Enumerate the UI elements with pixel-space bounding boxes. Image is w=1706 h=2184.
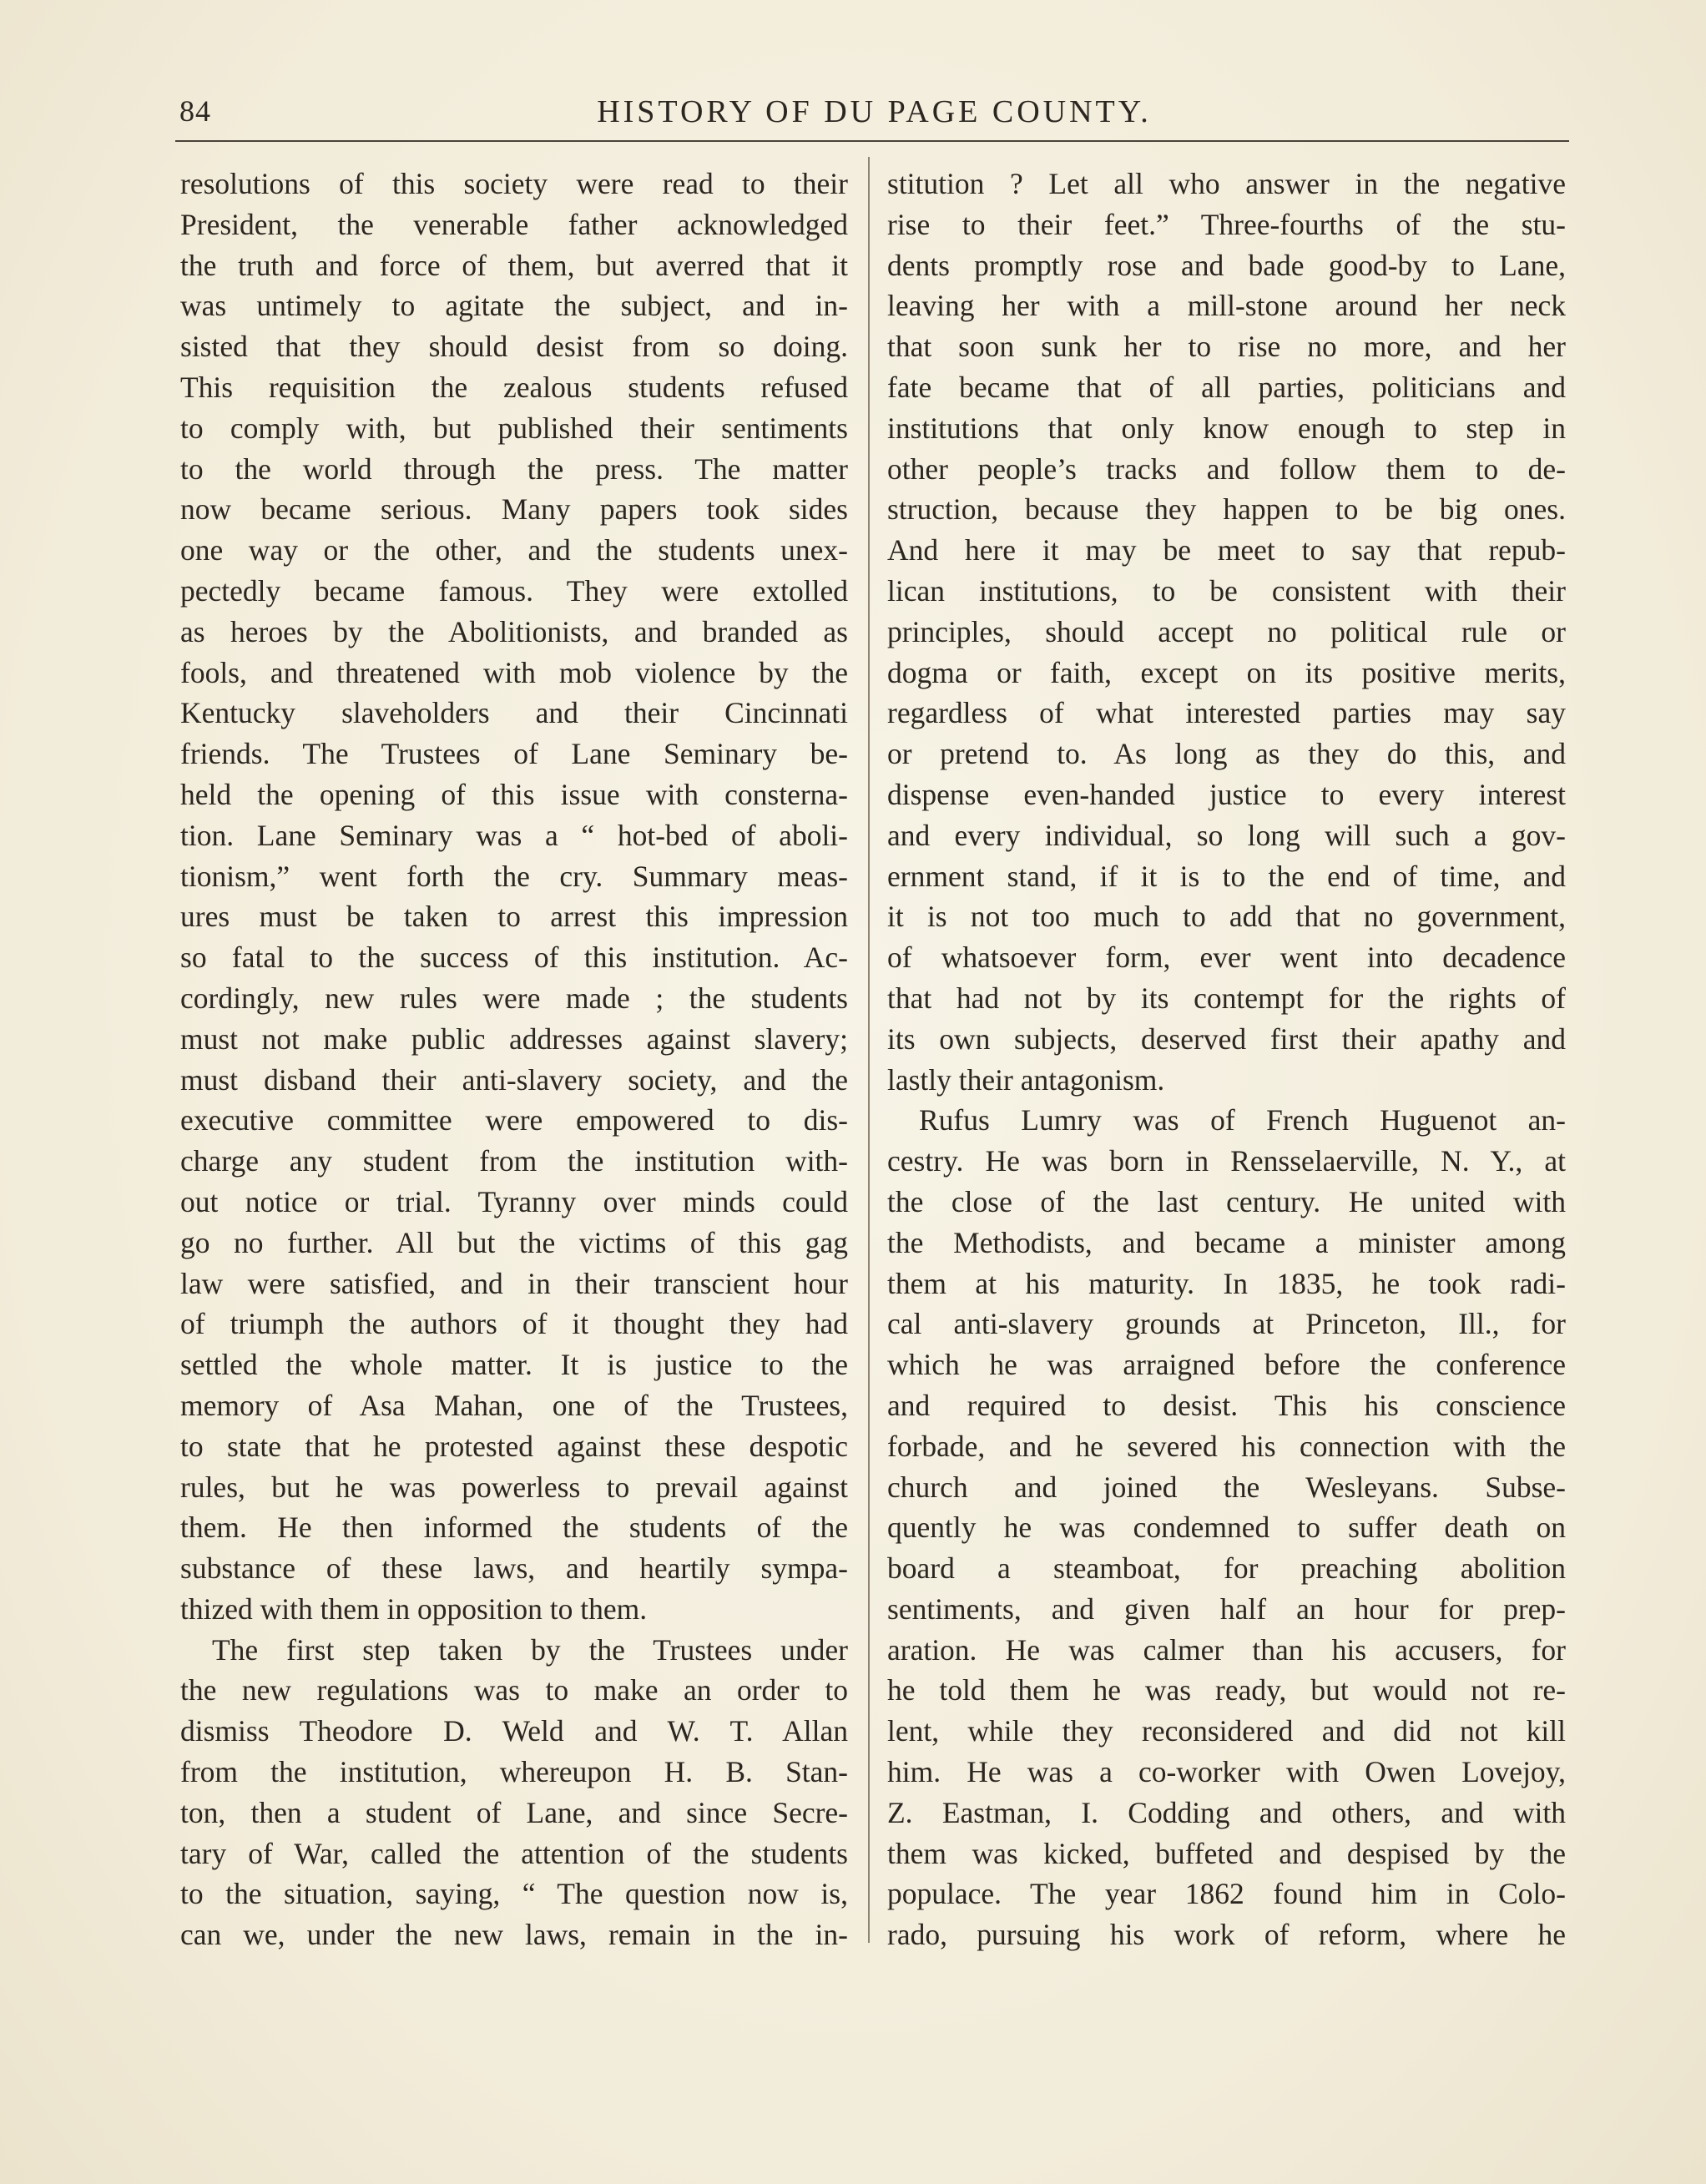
text-line: so fatal to the success of this institution. Ac- xyxy=(180,941,848,975)
text-line: out notice or trial. Tyranny over minds could xyxy=(180,1184,848,1218)
left-column xyxy=(180,164,848,1955)
text-line: him. He was a co-worker with Owen Lovejoy, xyxy=(887,1755,1566,1789)
text-line: held the opening of this issue with consterna- xyxy=(180,777,848,811)
text-line: executive committee were empowered to dis- xyxy=(180,1103,848,1137)
text-line: memory of Asa Mahan, one of the Trustees, xyxy=(180,1388,848,1422)
header-rule xyxy=(175,140,1569,142)
text-line: sentiments, and given half an hour for prep- xyxy=(887,1591,1566,1626)
text-line: them. He then informed the students of the xyxy=(180,1511,848,1545)
text-line: The first step taken by the Trustees under xyxy=(212,1632,848,1667)
text-line: which he was arraigned before the conference xyxy=(887,1348,1566,1382)
text-line: Z. Eastman, I. Codding and others, and with xyxy=(887,1795,1566,1829)
text-line: rise to their feet.” Three-fourths of the stu- xyxy=(887,207,1566,241)
text-line: This requisition the zealous students refused xyxy=(180,370,848,404)
text-line: President, the venerable father acknowledged xyxy=(180,207,848,241)
text-line: Kentucky slaveholders and their Cincinnati xyxy=(180,696,848,730)
text-line: other people’s tracks and follow them to de- xyxy=(887,451,1566,486)
text-line: ton, then a student of Lane, and since Secre- xyxy=(180,1795,848,1829)
text-line: to the situation, saying, “ The question now is, xyxy=(180,1877,848,1911)
text-line: to the world through the press. The matter xyxy=(180,451,848,486)
text-line: go no further. All but the victims of this gag xyxy=(180,1225,848,1259)
text-line: must disband their anti-slavery society, and the xyxy=(180,1062,848,1097)
text-line: and required to desist. This his conscience xyxy=(887,1388,1566,1422)
text-line: populace. The year 1862 found him in Colo- xyxy=(887,1877,1566,1911)
text-line: aration. He was calmer than his accusers, for xyxy=(887,1632,1566,1667)
text-line: one way or the other, and the students unex- xyxy=(180,533,848,567)
text-line: the Methodists, and became a minister among xyxy=(887,1225,1566,1259)
text-line: cestry. He was born in Rensselaerville, N. Y., at xyxy=(887,1144,1566,1178)
text-line: settled the whole matter. It is justice to the xyxy=(180,1348,848,1382)
text-line: them at his maturity. In 1835, he took radi- xyxy=(887,1266,1566,1300)
right-column xyxy=(887,164,1566,1955)
text-line: fate became that of all parties, politicians and xyxy=(887,370,1566,404)
text-line: friends. The Trustees of Lane Seminary be- xyxy=(180,737,848,771)
text-line: fools, and threatened with mob violence by the xyxy=(180,655,848,689)
text-line: tion. Lane Seminary was a “ hot-bed of aboli- xyxy=(180,818,848,852)
text-line: rado, pursuing his work of reform, where he xyxy=(887,1918,1566,1952)
running-title: HISTORY OF DU PAGE COUNTY. xyxy=(597,94,1152,129)
page-header xyxy=(179,93,1569,144)
text-line: must not make public addresses against slavery; xyxy=(180,1021,848,1056)
text-line: principles, should accept no political rule or xyxy=(887,614,1566,648)
text-line: ernment stand, if it is to the end of time, and xyxy=(887,859,1566,893)
text-line: pectedly became famous. They were extolled xyxy=(180,573,848,608)
text-line: or pretend to. As long as they do this, and xyxy=(887,737,1566,771)
text-line: lent, while they reconsidered and did not kill xyxy=(887,1714,1566,1748)
text-line: dents promptly rose and bade good-by to Lane, xyxy=(887,248,1566,282)
text-line: to comply with, but published their sentiments xyxy=(180,411,848,445)
text-line: substance of these laws, and heartily sympa- xyxy=(180,1551,848,1586)
text-line: that soon sunk her to rise no more, and her xyxy=(887,330,1566,364)
text-line: quently he was condemned to suffer death on xyxy=(887,1511,1566,1545)
text-line: charge any student from the institution with- xyxy=(180,1144,848,1178)
text-line: lican institutions, to be consistent with their xyxy=(887,573,1566,608)
text-line: them was kicked, buffeted and despised by the xyxy=(887,1836,1566,1870)
text-line: forbade, and he severed his connection with the xyxy=(887,1429,1566,1463)
text-line: Rufus Lumry was of French Huguenot an- xyxy=(919,1103,1566,1137)
text-line: dogma or faith, except on its positive merits, xyxy=(887,655,1566,689)
text-line: church and joined the Wesleyans. Subse- xyxy=(887,1470,1566,1504)
text-line: the truth and force of them, but averred that it xyxy=(180,248,848,282)
text-line: to state that he protested against these despotic xyxy=(180,1429,848,1463)
text-line: was untimely to agitate the subject, and in- xyxy=(180,289,848,323)
text-line: struction, because they happen to be big ones. xyxy=(887,492,1566,527)
text-line: of triumph the authors of it thought they had xyxy=(180,1307,848,1341)
text-line: ures must be taken to arrest this impression xyxy=(180,900,848,934)
text-line: tary of War, called the attention of the students xyxy=(180,1836,848,1870)
text-line: the close of the last century. He united with xyxy=(887,1184,1566,1218)
text-line: rules, but he was powerless to prevail against xyxy=(180,1470,848,1504)
text-line: that had not by its contempt for the rights of xyxy=(887,981,1566,1015)
text-line: from the institution, whereupon H. B. Stan- xyxy=(180,1755,848,1789)
text-line: stitution ? Let all who answer in the negative xyxy=(887,167,1566,200)
text-line: it is not too much to add that no government, xyxy=(887,900,1566,934)
text-line: law were satisfied, and in their transcient hour xyxy=(180,1266,848,1300)
text-line: its own subjects, deserved first their apathy and xyxy=(887,1021,1566,1056)
text-line: as heroes by the Abolitionists, and branded as xyxy=(180,614,848,648)
text-line: of whatsoever form, ever went into decadence xyxy=(887,941,1566,975)
column-divider xyxy=(868,157,870,1943)
text-line: board a steamboat, for preaching abolition xyxy=(887,1551,1566,1586)
text-line: thized with them in opposition to them. xyxy=(180,1591,648,1626)
text-line: tionism,” went forth the cry. Summary meas- xyxy=(180,859,848,893)
text-line: sisted that they should desist from so doing. xyxy=(180,330,848,364)
text-line: And here it may be meet to say that repub- xyxy=(887,533,1566,567)
text-line: dispense even-handed justice to every interest xyxy=(887,777,1566,811)
page-number: 84 xyxy=(179,94,211,128)
text-line: cordingly, new rules were made ; the students xyxy=(180,981,848,1015)
text-line: and every individual, so long will such a gov- xyxy=(887,818,1566,852)
text-line: resolutions of this society were read to their xyxy=(180,167,848,200)
text-line: institutions that only know enough to step in xyxy=(887,411,1566,445)
text-line: regardless of what interested parties may say xyxy=(887,696,1566,730)
text-line: now became serious. Many papers took sides xyxy=(180,492,848,527)
text-line: can we, under the new laws, remain in the in- xyxy=(180,1918,848,1952)
text-line: dismiss Theodore D. Weld and W. T. Allan xyxy=(180,1714,848,1748)
text-line: leaving her with a mill-stone around her neck xyxy=(887,289,1566,323)
text-line: the new regulations was to make an order to xyxy=(180,1673,848,1707)
text-line: lastly their antagonism. xyxy=(887,1062,1165,1097)
text-line: he told them he was ready, but would not re- xyxy=(887,1673,1566,1707)
text-line: cal anti-slavery grounds at Princeton, Ill., for xyxy=(887,1307,1566,1341)
